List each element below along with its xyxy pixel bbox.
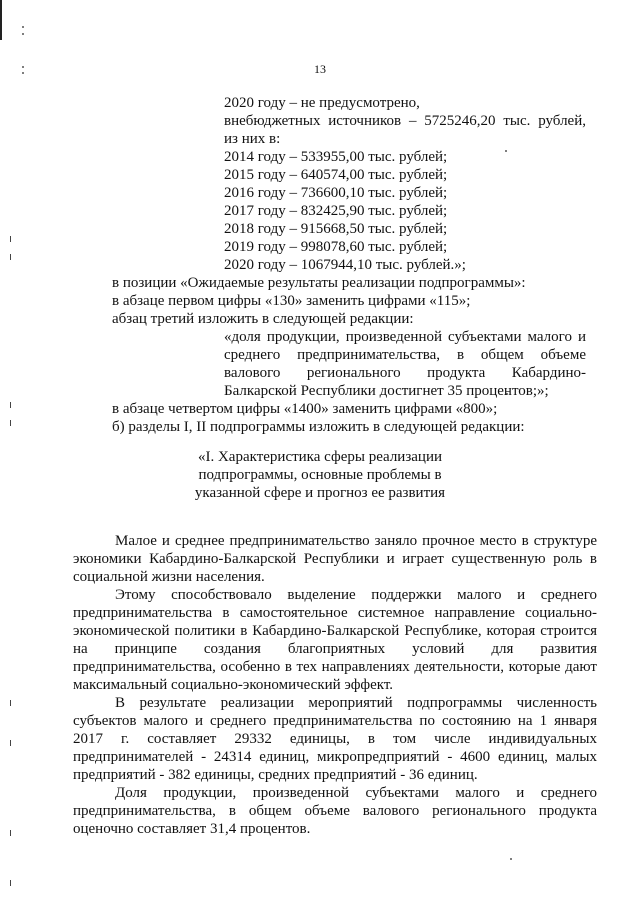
body-line: субъектов малого и среднего предпринимательства по состоянию на 1 января xyxy=(73,713,597,729)
scan-tick xyxy=(10,420,11,426)
amendment-line: в абзаце первом цифры «130» заменить цифрами «115»; xyxy=(112,293,471,309)
list-line: 2020 году – не предусмотрено, xyxy=(224,95,420,111)
scan-tick xyxy=(10,254,11,260)
body-line: Этому способствовало выделение поддержки малого и среднего xyxy=(115,587,597,603)
body-line: предпринимательства, в общем объеме валового регионального продукта xyxy=(73,803,597,819)
quote-line: Балкарской Республики достигнет 35 процентов;»; xyxy=(224,383,549,399)
list-line: 2020 году – 1067944,10 тыс. рублей.»; xyxy=(224,257,466,273)
amendment-line: абзац третий изложить в следующей редакции: xyxy=(112,311,414,327)
list-line: 2017 году – 832425,90 тыс. рублей; xyxy=(224,203,448,219)
quote-line: «доля продукции, произведенной субъектами малого и xyxy=(224,329,586,345)
section-heading-line: подпрограммы, основные проблемы в xyxy=(198,467,442,483)
amendment-line: б) разделы I, II подпрограммы изложить в следующей редакции: xyxy=(112,419,525,435)
scan-tick xyxy=(10,700,11,706)
list-line: 2019 году – 998078,60 тыс. рублей; xyxy=(224,239,448,255)
scan-speck xyxy=(22,26,24,28)
body-line: 2017 г. составляет 29332 единицы, в том числе индивидуальных xyxy=(73,731,597,747)
body-line: социальной жизни населения. xyxy=(73,569,265,585)
scan-speck xyxy=(505,150,507,152)
section-heading-line: «I. Характеристика сферы реализации xyxy=(197,449,443,465)
list-line: внебюджетных источников – 5725246,20 тыс. рублей, xyxy=(224,113,586,129)
body-line: предпринимателей - 24314 единиц, микропредприятий - 4600 единиц, малых xyxy=(73,749,597,765)
body-line: В результате реализации мероприятий подпрограммы численность xyxy=(115,695,597,711)
amendment-line: в позиции «Ожидаемые результаты реализации подпрограммы»: xyxy=(112,275,526,291)
page-number: 13 xyxy=(314,62,326,76)
scan-edge-mark xyxy=(0,0,2,40)
body-line: Доля продукции, произведенной субъектами малого и среднего xyxy=(115,785,597,801)
body-line: предприятий - 382 единицы, средних предприятий - 36 единиц. xyxy=(73,767,478,783)
scan-tick xyxy=(10,880,11,886)
scan-tick xyxy=(10,236,11,242)
body-line: Малое и среднее предпринимательство заняло прочное место в структуре xyxy=(115,533,597,549)
scan-tick xyxy=(10,740,11,746)
scan-tick xyxy=(10,402,11,408)
scan-tick xyxy=(10,830,11,836)
body-line: экономической политики в Кабардино-Балкарской Республике, которая строится xyxy=(73,623,597,639)
scan-speck xyxy=(510,858,512,860)
quote-line: среднего предпринимательства, в общем объеме xyxy=(224,347,586,363)
body-line: экономики Кабардино-Балкарской Республики и играет существенную роль в xyxy=(73,551,597,567)
quote-line: валового регионального продукта Кабардино- xyxy=(224,365,586,381)
body-line: на принципе создания благоприятных условий для развития xyxy=(73,641,597,657)
list-line: из них в: xyxy=(224,131,281,147)
body-line: предпринимательства, особенно в тех направлениях деятельности, которые дают xyxy=(73,659,597,675)
scan-speck xyxy=(22,33,24,35)
list-line: 2016 году – 736600,10 тыс. рублей; xyxy=(224,185,448,201)
amendment-line: в абзаце четвертом цифры «1400» заменить цифрами «800»; xyxy=(112,401,498,417)
list-line: 2014 году – 533955,00 тыс. рублей; xyxy=(224,149,448,165)
body-line: максимальный социально-экономический эффект. xyxy=(73,677,394,693)
list-line: 2015 году – 640574,00 тыс. рублей; xyxy=(224,167,448,183)
body-line: оценочно составляет 31,4 процентов. xyxy=(73,821,311,837)
list-line: 2018 году – 915668,50 тыс. рублей; xyxy=(224,221,448,237)
section-heading-line: указанной сфере и прогноз ее развития xyxy=(194,485,446,501)
body-line: предпринимательства в самостоятельное системное направление социально- xyxy=(73,605,597,621)
